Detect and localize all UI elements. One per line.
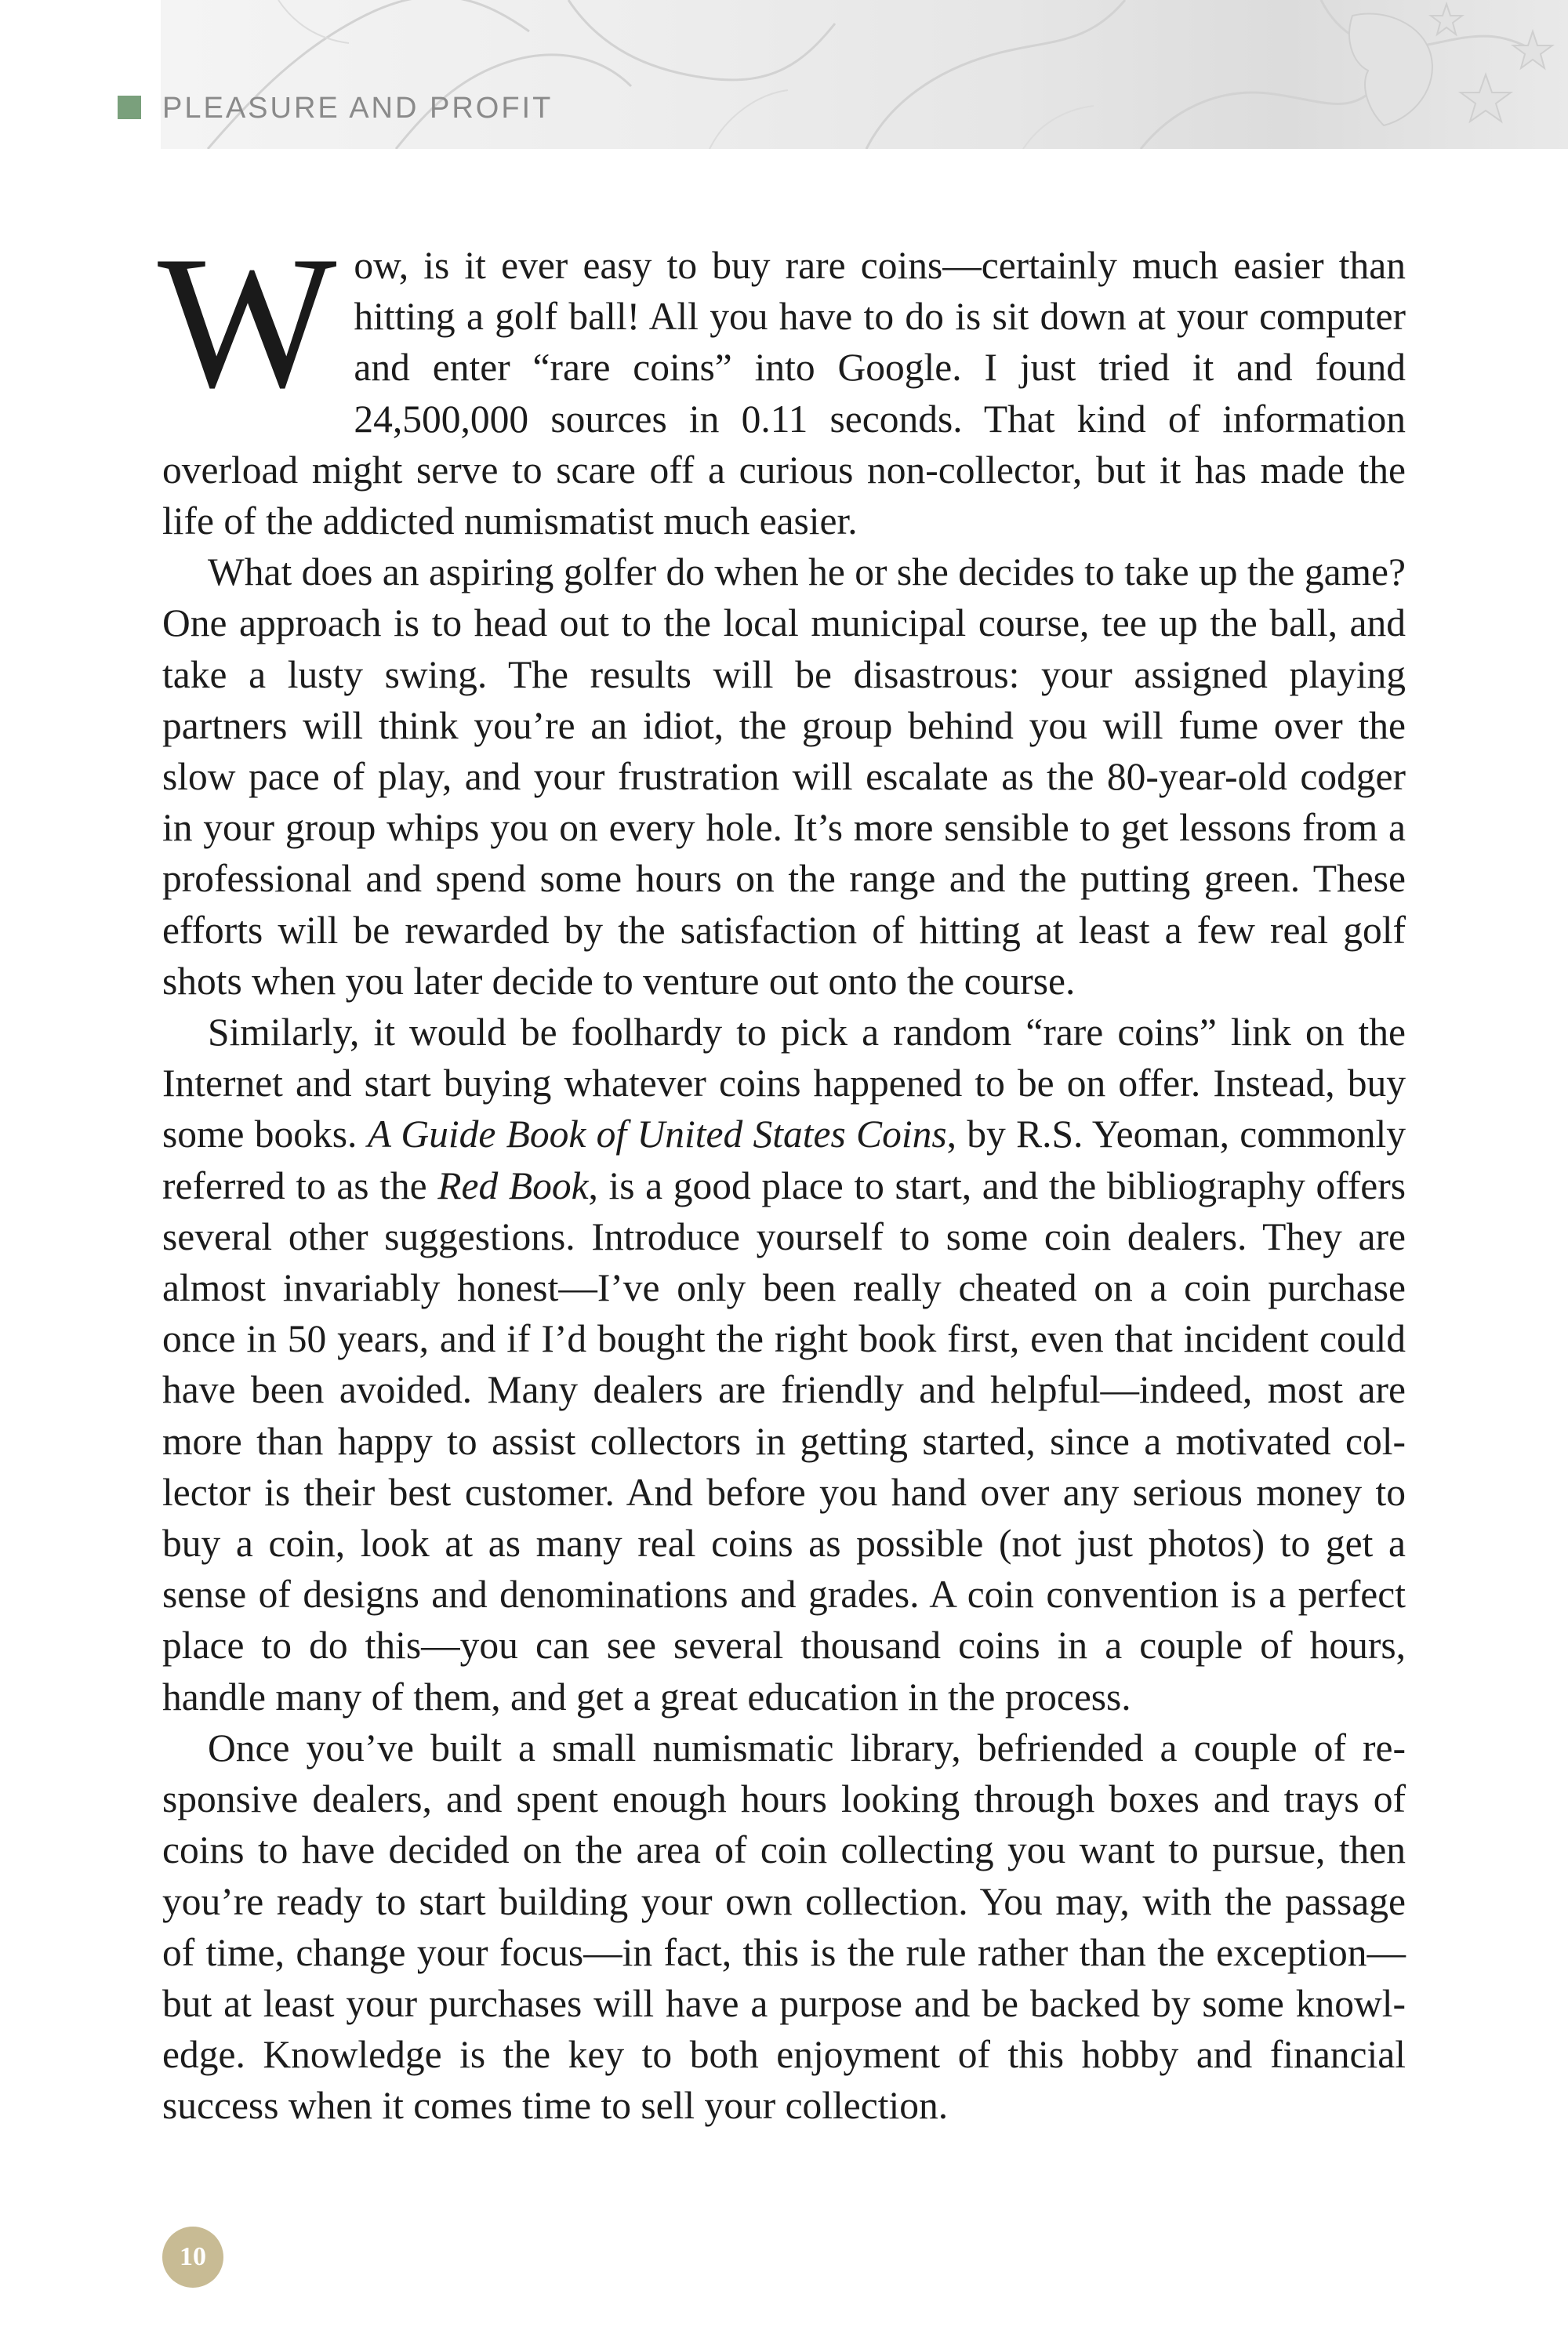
body-text: [158, 217, 1406, 2132]
page-number: 10: [162, 2227, 223, 2288]
paragraph-1-text: ow, is it ever easy to buy rare coins—certainly much easier than hitting a golf ball! All you have to do is sit down at your computer and enter “rare coins” into Google. I just tried it and found 24,500,000 sources in 0.11 seconds. That kind of information overload might serve to scare off a curious non-collector, but it has made the life of the addicted numismatist much easier.: [162, 244, 1406, 543]
book-title: A Guide Book of United States Coins: [367, 1112, 947, 1156]
running-head-marker: [118, 96, 141, 119]
paragraph-3-text-a: Similarly, it would be foolhardy to pick a random “rare coins” link on the Internet and start buying whatever coins happened to be on offer. Instead, buy some books.: [162, 1011, 1406, 1156]
red-book-title: Red Book: [437, 1163, 589, 1207]
paragraph-3: [162, 1007, 1406, 1722]
paragraph-3-text-c: , is a good place to start, and the bibliography offers several other suggestions. Introduce yourself to some coin dealers. They are almost invariably honest—I’ve only been really cheated on a coin purchase once in 50 years, and if I’d bought the right book first, even that incident could have been avoided. Many dealers are friendly and helpful—indeed, most are more than happy to assist collectors in getting started, since a motivated collector is their best customer. And before you hand over any serious money to buy a coin, look at as many real coins as possible (not just photos) to get a sense of designs and denominations and grades. A coin convention is a perfect place to do this—you can see several thousand coins in a couple of hours, handle many of them, and get a great education in the process.: [162, 1163, 1406, 1719]
drop-cap: W: [158, 217, 337, 427]
paragraph-3-text-b: , by R.S. Yeoman, commonly referred to as the: [162, 1112, 1406, 1207]
paragraph-2: What does an aspiring golfer do when he or she decides to take up the game? One approach is to head out to the local municipal course, tee up the ball, and take a lusty swing. The results will be disastrous: your assigned playing partners will think you’re an idiot, the group behind you will fume over the slow pace of play, and your frustration will escalate as the 80-year-old codger in your group whips you on every hole. It’s more sensible to get lessons from a professional and spend some hours on the range and the putting green. These efforts will be rewarded by the satisfaction of hitting at least a few real golf shots when you later decide to venture out onto the course.: [162, 550, 1406, 1003]
coin-relief-decoration: [161, 0, 1568, 149]
paragraph-4: Once you’ve built a small numismatic library, befriended a couple of responsive dealers, and spent enough hours looking through boxes and trays of coins to have decided on the area of coin collecting you want to pursue, then you’re ready to start building your own collection. You may, with the passage of time, change your focus—in fact, this is the rule rather than the exception—but at least your purchases will have a purpose and be backed by some knowledge. Knowledge is the key to both enjoyment of this hobby and financial success when it comes time to sell your collection.: [162, 1726, 1406, 2128]
paragraph-1: [158, 217, 1406, 546]
running-head: PLEASURE AND PROFIT: [162, 92, 554, 125]
header-coin-image-band: [161, 0, 1568, 149]
